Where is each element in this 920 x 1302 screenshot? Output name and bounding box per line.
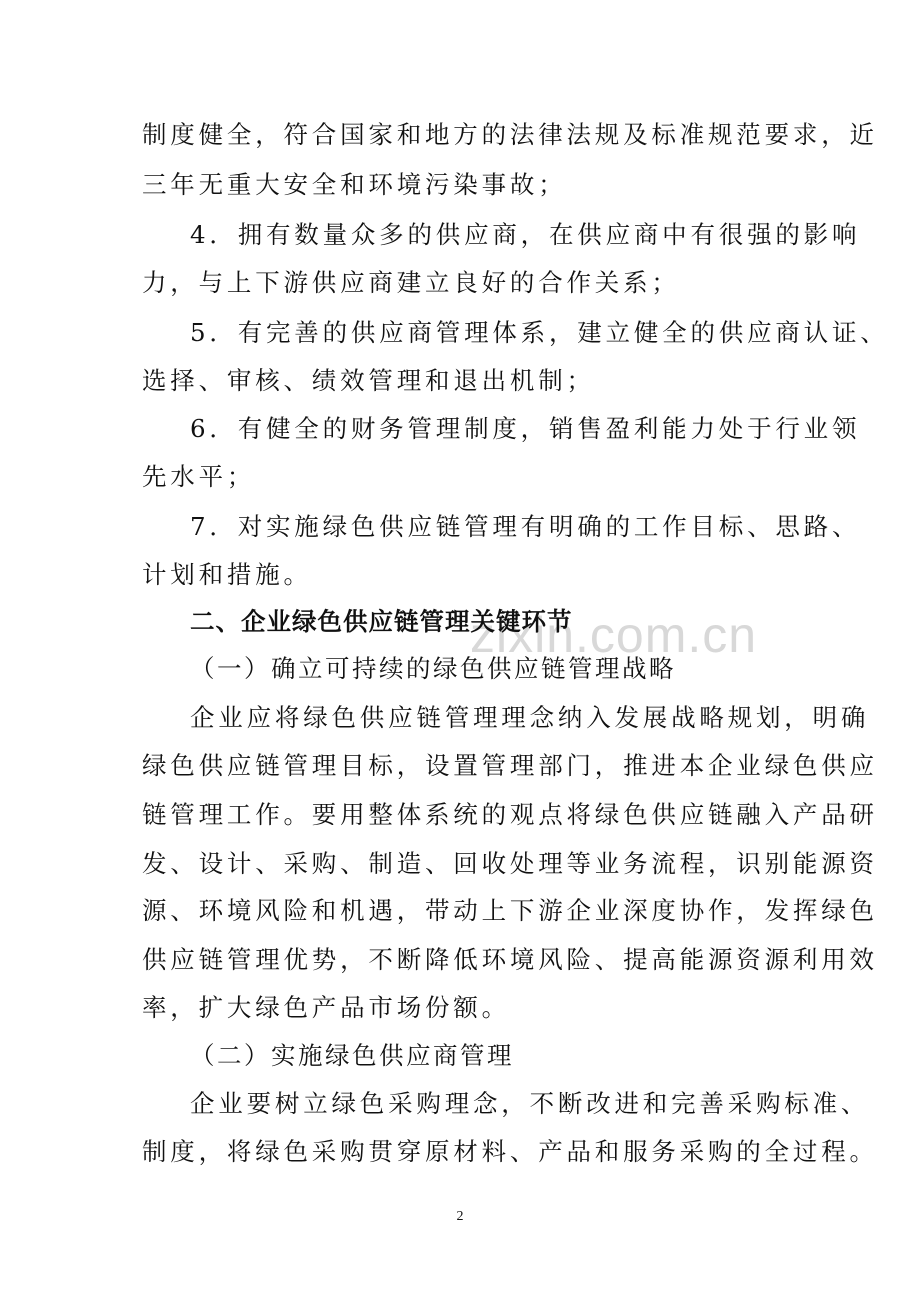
text-line: 绿色供应链管理目标，设置管理部门，推进本企业绿色供应: [142, 751, 878, 780]
page-number: 2: [456, 1209, 464, 1224]
text-line: 计划和措施。: [142, 560, 312, 589]
text-line: 4．拥有数量众多的供应商，在供应商中有很强的影响: [190, 220, 861, 249]
text-line: 企业应将绿色供应链管理理念纳入发展战略规划，明确: [190, 703, 870, 732]
text-line: 7．对实施绿色供应链管理有明确的工作目标、思路、: [190, 512, 861, 541]
text-line: 链管理工作。要用整体系统的观点将绿色供应链融入产品研: [142, 800, 878, 829]
text-line: 选择、审核、绩效管理和退出机制；: [142, 366, 595, 395]
text-line: 三年无重大安全和环境污染事故；: [142, 170, 567, 199]
text-line: 先水平；: [142, 462, 256, 491]
subheading: （一）确立可持续的绿色供应链管理战略: [190, 654, 676, 683]
watermark: zixin.com.cn: [470, 607, 758, 663]
text-line: 制度，将绿色采购贯穿原材料、产品和服务采购的全过程。: [142, 1137, 878, 1166]
text-line: 5．有完善的供应商管理体系，建立健全的供应商认证、: [190, 318, 889, 347]
section-heading: 二、企业绿色供应链管理关键环节: [190, 607, 573, 636]
text-line: 率，扩大绿色产品市场份额。: [142, 993, 510, 1022]
text-line: 力，与上下游供应商建立良好的合作关系；: [142, 268, 680, 297]
text-line: 供应链管理优势，不断降低环境风险、提高能源资源利用效: [142, 945, 878, 974]
text-line: 6．有健全的财务管理制度，销售盈利能力处于行业领: [190, 414, 861, 443]
text-line: 发、设计、采购、制造、回收处理等业务流程，识别能源资: [142, 849, 878, 878]
text-line: 企业要树立绿色采购理念，不断改进和完善采购标准、: [190, 1089, 870, 1118]
text-line: 制度健全，符合国家和地方的法律法规及标准规范要求，近: [142, 120, 878, 149]
subheading: （二）实施绿色供应商管理: [190, 1041, 514, 1070]
text-line: 源、环境风险和机遇，带动上下游企业深度协作，发挥绿色: [142, 896, 878, 925]
